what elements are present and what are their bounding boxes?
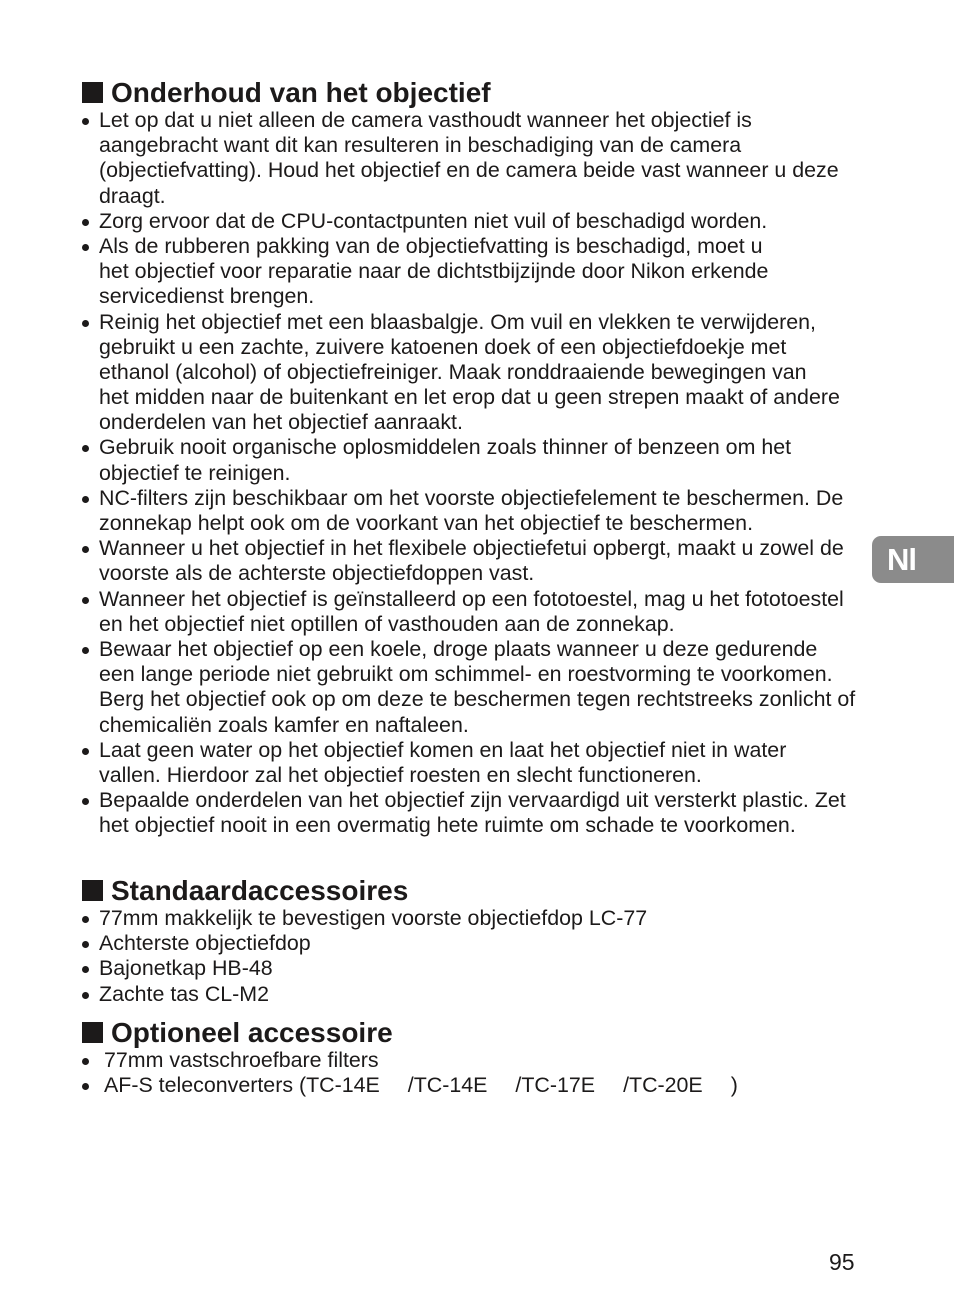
bullet-item: [0, 982, 954, 1007]
item-line: zonnekap helpt ook om de voorkant van het objectief te beschermen.: [99, 511, 754, 535]
item-line: [104, 1073, 954, 1098]
bullet-icon: [82, 320, 89, 327]
section-standard-accessories: [0, 876, 954, 1007]
bullet-list: [0, 108, 954, 838]
item-line: Als de rubberen pakking van de objectiefvatting is beschadigd, moet u: [99, 233, 763, 258]
bullet-item: [0, 956, 954, 981]
bullet-item: [0, 587, 954, 637]
teleconverter-text: ): [730, 1073, 738, 1098]
teleconverter-text: /TC-14E: [407, 1073, 488, 1098]
item-line: het midden naar de buitenkant en let erop dat u geen strepen maakt of andere: [99, 385, 840, 410]
item-line: gebruikt u een zachte, zuivere katoenen doek of een objectiefdoekje met: [99, 334, 787, 359]
bullet-item: [0, 637, 954, 738]
item-line: draagt.: [99, 183, 166, 208]
item-line: chemicaliën zoals kamfer en naftaleen.: [99, 712, 469, 737]
section-lens-maintenance: [0, 78, 954, 838]
item-line: ethanol (alcohol) of objectiefreiniger. Maak ronddraaiende bewegingen van: [99, 359, 807, 384]
bullet-icon: [82, 496, 89, 503]
item-line: het objectief nooit in een overmatig hete ruimte om schade te voorkomen.: [99, 813, 796, 838]
language-tab: [872, 536, 954, 583]
bullet-item: [0, 738, 954, 788]
bullet-item: [0, 486, 954, 536]
bullet-icon: [82, 1083, 89, 1090]
section-heading: [0, 78, 954, 108]
square-marker-icon: [82, 82, 103, 103]
language-tab-label: Nl: [887, 542, 916, 577]
item-line: servicedienst brengen.: [99, 284, 315, 309]
section-title: Standaardaccessoires: [111, 875, 409, 906]
item-line: Bewaar het objectief op een koele, droge plaats wanneer u deze gedurende: [99, 636, 818, 661]
item-line: 77mm vastschroefbare filters: [104, 1048, 379, 1072]
item-line: Berg het objectief ook op om deze te beschermen tegen rechtstreeks zonlicht of: [99, 687, 856, 712]
teleconverter-text: /TC-20E: [623, 1073, 703, 1098]
section-heading: [0, 876, 954, 906]
section-optional-accessories: [0, 1018, 954, 1098]
item-line: Achterste objectiefdop: [99, 931, 311, 956]
item-line: en het objectief niet optillen of vasthouden aan de zonnekap.: [99, 611, 675, 636]
bullet-icon: [82, 748, 89, 755]
item-line: Laat geen water op het objectief komen en laat het objectief niet in water: [99, 737, 787, 762]
bullet-icon: [82, 992, 89, 999]
item-line: Gebruik nooit organische oplosmiddelen zoals thinner of benzeen om het: [99, 435, 792, 460]
section-heading: [0, 1018, 954, 1048]
item-line: een lange periode niet gebruikt om schimmel- en roestvorming te voorkomen.: [99, 662, 833, 687]
square-marker-icon: [82, 880, 103, 901]
bullet-item: [0, 310, 954, 436]
item-line: Let op dat u niet alleen de camera vasthoudt wanneer het objectief is: [99, 108, 752, 132]
bullet-icon: [82, 244, 89, 251]
bullet-icon: [82, 597, 89, 604]
bullet-icon: [82, 647, 89, 654]
bullet-icon: [82, 546, 89, 553]
bullet-icon: [82, 219, 89, 226]
item-line: 77mm makkelijk te bevestigen voorste objectiefdop LC-77: [99, 906, 648, 930]
bullet-icon: [82, 798, 89, 805]
item-line: het objectief voor reparatie naar de dichtstbijzijnde door Nikon erkende: [99, 259, 769, 284]
item-line: Wanneer u het objectief in het flexibele objectiefetui opbergt, maakt u zowel de: [99, 536, 844, 561]
item-line: onderdelen van het objectief aanraakt.: [99, 410, 463, 435]
bullet-icon: [82, 966, 89, 973]
teleconverter-text: AF-S teleconverters (TC-14E: [104, 1073, 380, 1098]
bullet-icon: [82, 118, 89, 125]
bullet-list: [0, 906, 954, 1007]
item-line: vallen. Hierdoor zal het objectief roesten en slecht functioneren.: [99, 762, 702, 787]
bullet-item: [0, 536, 954, 586]
bullet-item: [0, 209, 954, 234]
item-line: Bajonetkap HB-48: [99, 956, 273, 981]
bullet-item: [0, 1048, 954, 1073]
section-title: Optioneel accessoire: [111, 1017, 393, 1048]
bullet-icon: [82, 916, 89, 923]
bullet-icon: [82, 445, 89, 452]
bullet-item: [0, 1073, 954, 1098]
bullet-item: [0, 435, 954, 485]
item-line: Bepaalde onderdelen van het objectief zijn vervaardigd uit versterkt plastic. Zet: [99, 788, 846, 813]
item-line: Wanneer het objectief is geïnstalleerd op een fototoestel, mag u het fototoestel: [99, 586, 844, 611]
item-line: objectief te reinigen.: [99, 460, 291, 485]
bullet-item: [0, 234, 954, 310]
page-number: 95: [829, 1249, 855, 1275]
bullet-item: [0, 788, 954, 838]
bullet-item: [0, 906, 954, 931]
bullet-item: [0, 931, 954, 956]
item-line: voorste als de achterste objectiefdoppen vast.: [99, 561, 535, 586]
item-line: Zorg ervoor dat de CPU-contactpunten niet vuil of beschadigd worden.: [99, 208, 768, 233]
item-line: (objectiefvatting). Houd het objectief en de camera beide vast wanneer u deze: [99, 158, 839, 183]
square-marker-icon: [82, 1022, 103, 1043]
bullet-item: [0, 108, 954, 209]
bullet-list: [0, 1048, 954, 1098]
item-line: NC-filters zijn beschikbaar om het voorste objectiefelement te beschermen. De: [99, 485, 844, 510]
item-line: aangebracht want dit kan resulteren in beschadiging van de camera: [99, 133, 742, 158]
bullet-icon: [82, 1058, 89, 1065]
item-line: Reinig het objectief met een blaasbalgje. Om vuil en vlekken te verwijderen,: [99, 309, 816, 334]
section-title: Onderhoud van het objectief: [111, 77, 491, 108]
bullet-icon: [82, 941, 89, 948]
item-line: Zachte tas CL-M2: [99, 981, 269, 1006]
teleconverter-text: /TC-17E: [515, 1073, 596, 1098]
